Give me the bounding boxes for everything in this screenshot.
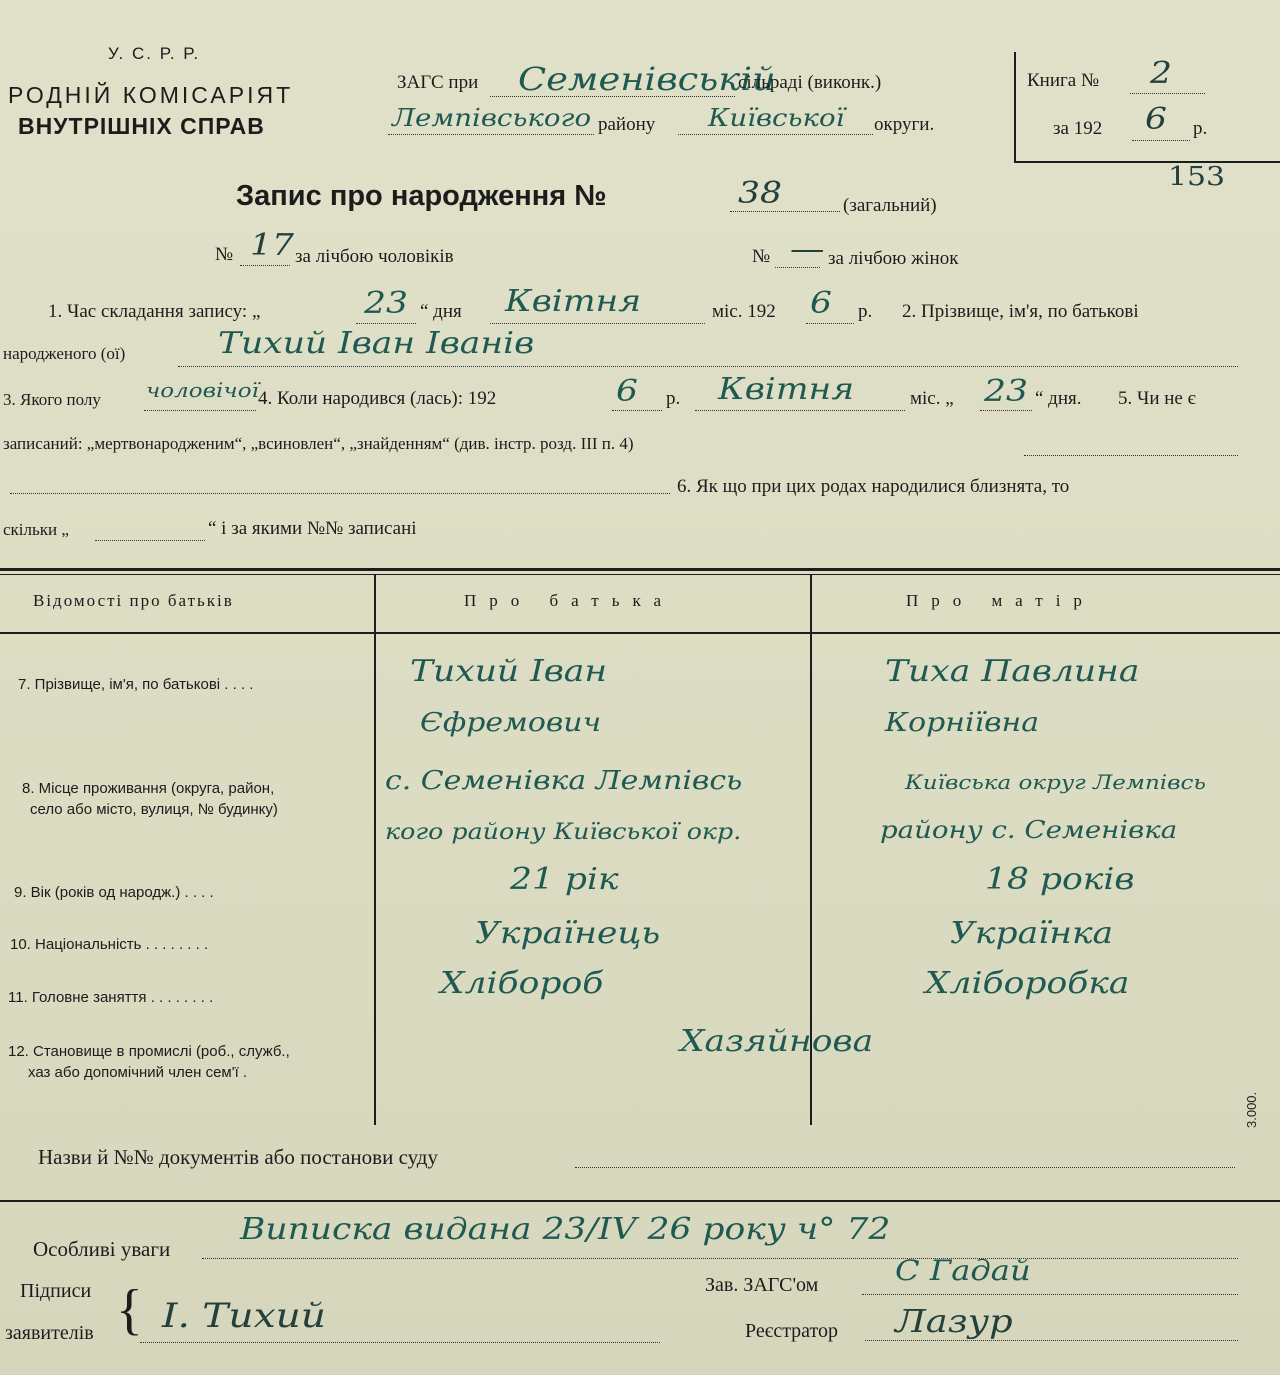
col-header-mother: Про матір — [906, 591, 1095, 610]
row8-father2: кого району Київської окр. — [385, 820, 742, 845]
okrug-line — [678, 134, 873, 135]
zags-label: ЗАГС при — [397, 72, 479, 93]
f1-year-line — [806, 323, 854, 324]
f3-value: чоловічої — [146, 378, 259, 402]
book-box-left — [1014, 52, 1016, 162]
head-label: Зав. ЗАГС'ом — [705, 1274, 819, 1296]
district-line — [388, 134, 594, 135]
table-header-rule — [0, 632, 1280, 634]
row8-label: 8. Місце проживання (округа, район, — [22, 780, 275, 797]
female-label: за лічбою жінок — [828, 248, 959, 269]
f1-month: Квітня — [505, 284, 642, 319]
book-label: Книга № — [1027, 70, 1100, 91]
f1-year: 6 — [810, 286, 832, 321]
f1-month-line — [490, 323, 705, 324]
male-no-sign: № — [215, 244, 234, 265]
f2-label: 2. Прізвище, ім'я, по батькові — [902, 301, 1139, 322]
row9-label: 9. Вік (років од народж.) . . . . — [14, 884, 214, 901]
f1-day: 23 — [364, 286, 408, 321]
year-label: за 192 — [1053, 118, 1103, 139]
f5-label: 5. Чи не є — [1118, 388, 1196, 409]
district-label: району — [598, 114, 656, 135]
f5-line-a — [1024, 455, 1238, 456]
f2-label-b: народженого (ої) — [3, 344, 126, 363]
row7-father: Тихий Іван — [410, 654, 608, 689]
f1-day-suffix: “ дня — [420, 301, 462, 322]
female-no-sign: № — [752, 246, 771, 267]
f3-label: 3. Якого полу — [3, 390, 101, 409]
f6-label-c: “ і за якими №№ записані — [208, 518, 417, 539]
f3-line — [144, 410, 256, 411]
f4-day-line — [980, 410, 1032, 411]
row7-mother2: Корніївна — [885, 708, 1040, 738]
f6-line — [95, 540, 205, 541]
f6-label-b: скільки „ — [3, 520, 69, 539]
signatures-brace: { — [116, 1279, 143, 1341]
applicant-signature: І. Тихий — [162, 1296, 326, 1336]
f1-r: р. — [858, 301, 873, 322]
state-abbrev: У. С. Р. Р. — [108, 44, 201, 63]
f4-r: р. — [666, 388, 681, 409]
commissariat-line1: РОДНІЙ КОМІСАРІЯТ — [8, 82, 294, 108]
row10-label: 10. Національність . . . . . . . . — [10, 936, 209, 953]
f2-value: Тихий Іван Іванів — [218, 326, 535, 361]
table-top-rule-thin — [0, 574, 1280, 575]
f4-label: 4. Коли народився (лась): 192 — [258, 388, 497, 409]
book-no-line — [1130, 93, 1205, 94]
f4-day: 23 — [984, 374, 1028, 409]
print-note: 3.000. — [1244, 1091, 1259, 1128]
year-digit: 6 — [1145, 102, 1167, 137]
row12-label: 12. Становище в промислі (роб., служб., — [8, 1043, 290, 1060]
commissariat-line2: ВНУТРІШНІХ СПРАВ — [18, 113, 265, 139]
book-no-value: 2 — [1150, 56, 1172, 91]
notes-value: Виписка видана 23/IV 26 року ч° 72 — [240, 1212, 891, 1247]
general-label: (загальний) — [843, 195, 937, 216]
registrar-label: Реєстратор — [745, 1320, 839, 1342]
row12-label2: хаз або допомічний член сем'ї . — [28, 1064, 248, 1081]
head-signature: С Гадай — [895, 1254, 1031, 1287]
applicants-label: заявителів — [5, 1322, 94, 1344]
female-no-line — [775, 267, 820, 268]
f4-day-suffix: “ дня. — [1035, 388, 1082, 409]
col-header-father: Про батька — [464, 591, 675, 610]
f5-line-b — [10, 493, 670, 494]
f1-label: 1. Час складання запису: „ — [48, 301, 261, 322]
male-no-line — [240, 265, 290, 266]
f4-mis: міс. „ — [910, 388, 954, 409]
registrar-line — [865, 1340, 1238, 1341]
row8-label2: село або місто, вулиця, № будинку) — [30, 801, 278, 818]
col-header-parents: Відомості про батьків — [33, 591, 234, 610]
district-value: Лемпівського — [392, 104, 592, 132]
zags-village-value: Семенівській — [518, 60, 776, 98]
f4-year-line — [612, 410, 662, 411]
f4-month-line — [695, 410, 905, 411]
okrug-value: Київської — [708, 104, 845, 132]
row7-father2: Єфремович — [420, 708, 602, 738]
row8-mother: Київська округ Лемпівсь — [905, 770, 1206, 794]
row11-father: Хлібороб — [440, 966, 604, 1001]
footer-rule — [0, 1200, 1280, 1202]
row7-label: 7. Прізвище, ім'я, по батькові . . . . — [18, 676, 254, 693]
row10-mother: Українка — [950, 916, 1114, 951]
applicant-line — [140, 1342, 660, 1343]
table-col-divider-1 — [374, 575, 376, 1125]
male-label: за лічбою чоловіків — [295, 246, 454, 267]
f4-month: Квітня — [718, 372, 855, 407]
f4-year: 6 — [616, 374, 638, 409]
row11-label: 11. Головне заняття . . . . . . . . — [8, 989, 214, 1006]
row7-mother: Тиха Павлина — [885, 654, 1140, 689]
signatures-label: Підписи — [20, 1280, 92, 1302]
page-number: 153 — [1168, 162, 1226, 192]
zags-suffix: сільраді (виконк.) — [738, 72, 882, 93]
notes-label: Особливі уваги — [33, 1237, 171, 1261]
row11-mother: Хліборобка — [925, 966, 1130, 1001]
row9-mother: 18 років — [985, 862, 1135, 897]
record-no-line — [730, 211, 840, 212]
okrug-label: округи. — [874, 114, 935, 135]
year-r: р. — [1193, 118, 1208, 139]
year-line — [1132, 140, 1190, 141]
row9-father: 21 рік — [510, 862, 619, 897]
f2-line — [178, 366, 1238, 367]
notes-line — [202, 1258, 1238, 1259]
record-title: Запис про народження № — [236, 180, 607, 212]
f5-label-b: записаний: „мертвонародженим“, „всиновлен“, „знайденням“ (див. інстр. розд. ІІІ п. 4) — [3, 434, 634, 453]
docs-line — [575, 1167, 1235, 1168]
female-no-value: — — [790, 232, 825, 267]
registrar-signature: Лазур — [895, 1302, 1013, 1340]
row8-mother2: району с. Семенівка — [880, 816, 1178, 844]
row10-father: Українець — [475, 916, 661, 951]
row12-shared: Хазяйнова — [680, 1024, 874, 1059]
docs-label: Назви й №№ документів або постанови суду — [38, 1145, 438, 1169]
f1-day-line — [356, 323, 416, 324]
f1-mis: міс. 192 — [712, 301, 776, 322]
table-top-rule — [0, 568, 1280, 571]
male-no-value: 17 — [250, 228, 294, 263]
row8-father: с. Семенівка Лемпівсь — [385, 766, 743, 796]
book-box-bottom — [1014, 161, 1280, 163]
f6-label: 6. Як що при цих родах народилися близнята, то — [677, 476, 1070, 497]
head-line — [862, 1294, 1238, 1295]
record-number: 38 — [738, 176, 782, 211]
